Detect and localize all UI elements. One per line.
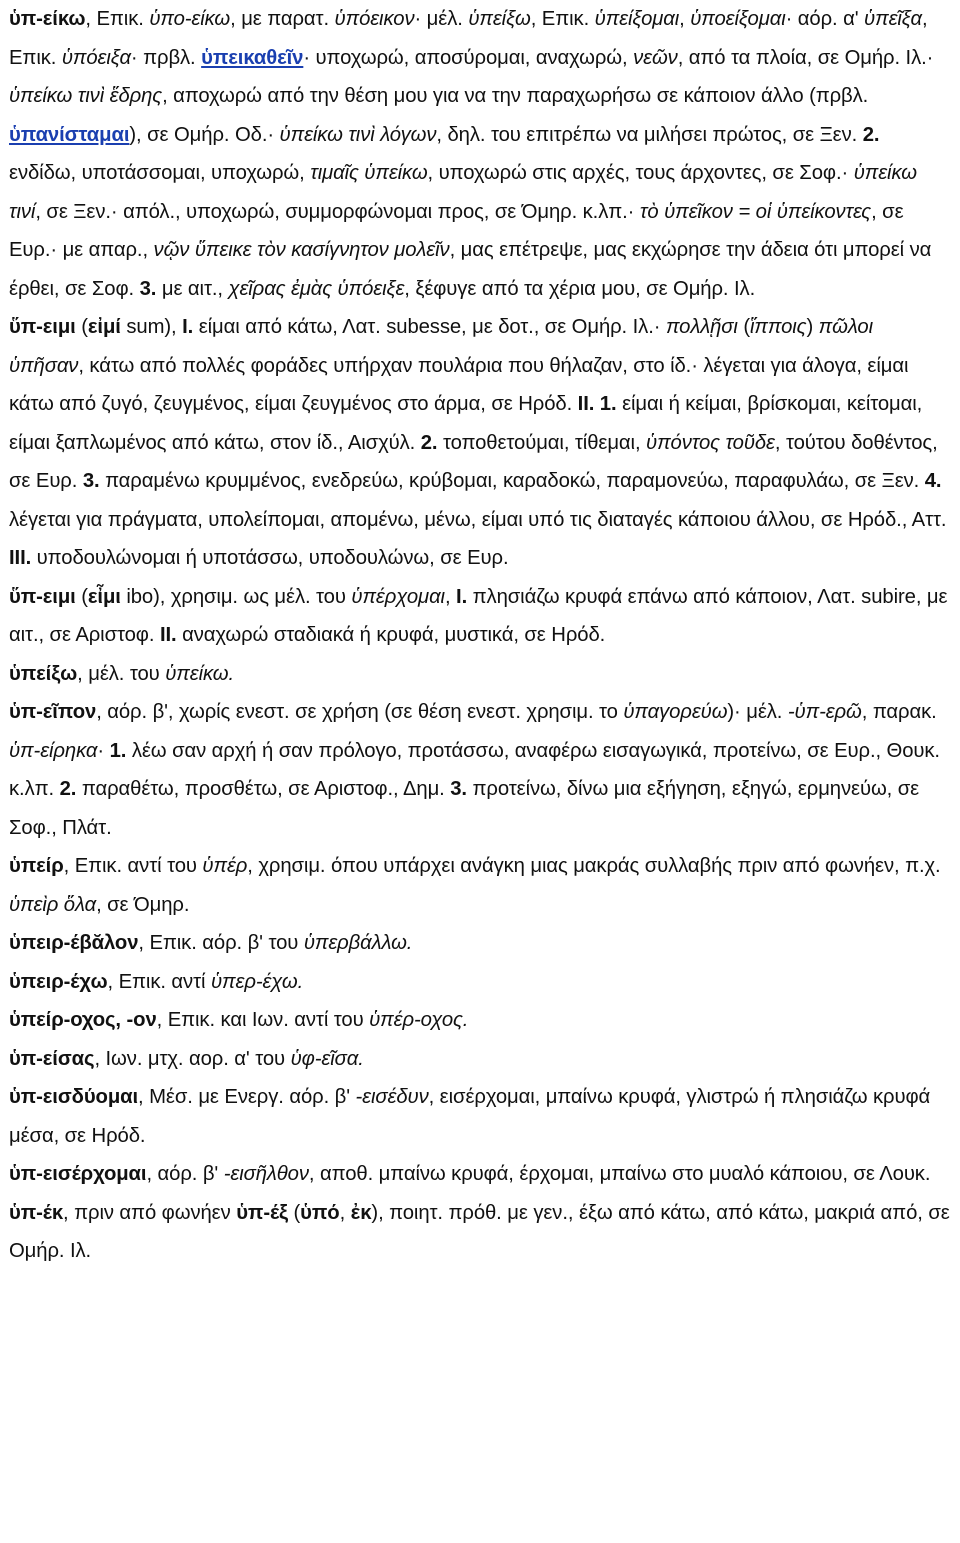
entry-text: παραμένω κρυμμένος, ενεδρεύω, κρύβομαι, καραδοκώ, παραμονεύω, παραφυλάω, σε Ξεν.	[99, 470, 925, 492]
entry-italic-text: ὑπείκω τινί	[9, 162, 917, 223]
entry-italic-text: χεῖρας ἐμὰς ὑπόειξε	[228, 277, 405, 300]
entry-text: ,	[679, 8, 691, 30]
entry-bold-text: 1.	[109, 739, 127, 762]
entry-bold-text: 3.	[139, 277, 157, 300]
entry-text: είμαι ή κείμαι, βρίσκομαι, κείτομαι, είμαι ξαπλωμένος από κάτω, στον ίδ., Αισχύλ.	[9, 393, 923, 454]
entry-headword: ὑπ-εῖπον	[9, 701, 97, 723]
entry-italic-text: ὑπείξομαι	[594, 8, 680, 30]
entry-text: , τούτου δοθέντος, σε Ευρ.	[9, 431, 938, 492]
entry-italic-text: ὑπέρ-οχος.	[369, 1009, 469, 1031]
entry-italic-text: ὑπεῖξα	[864, 8, 922, 30]
entry-headword: ὕπ-ειμι	[9, 585, 76, 608]
entry-text: , σε Ξεν.· απόλ., υποχωρώ, συμμορφώνομαι προς, σε Όμηρ. κ.λπ.·	[35, 200, 640, 223]
entry-italic-text: ὑπερβάλλω.	[303, 932, 413, 954]
entry-headword: ὑπειρ-έβᾰλον	[9, 932, 139, 954]
entry-bold-text: ἐκ	[350, 1201, 372, 1224]
entry-text: , υποχωρώ στις αρχές, τους άρχοντες, σε Σοφ.·	[427, 162, 854, 184]
entry-text: )· μέλ.	[727, 701, 788, 723]
entry-headword: ὕπ-ειμι	[9, 316, 76, 338]
entry-italic-text: ὑποείξομαι	[690, 8, 786, 30]
dictionary-entry	[9, 693, 950, 847]
entry-headword: ὑπ-είκω	[9, 8, 86, 30]
entry-text: λέω σαν αρχή ή σαν πρόλογο, προτάσσω, αναφέρω εισαγωγικά, προτείνω, σε Ευρ., Θουκ. κ.λπ.	[9, 739, 940, 800]
entry-text: · μέλ.	[414, 8, 469, 30]
entry-bold-text: εἰμί	[87, 316, 121, 338]
entry-italic-text: νεῶν	[633, 46, 678, 69]
entry-text: ·	[97, 739, 110, 762]
entry-text: , Ιων. μτχ. αορ. αʹ του	[94, 1047, 291, 1070]
entry-headword: ὑπείξω	[9, 662, 78, 685]
entry-italic-text: νῷν ὕπεικε τὸν κασίγνητον μολεῖν	[153, 239, 450, 261]
entry-bold-text: I.	[182, 316, 194, 338]
entry-italic-text: ὑπόειξα	[61, 46, 131, 69]
entry-text: υποδουλώνομαι ή υποτάσσω, υποδουλώνω, σε Ευρ.	[31, 547, 509, 569]
entry-text: , Επικ.	[85, 8, 150, 30]
entry-bold-text: 2.	[862, 123, 880, 146]
entry-text: , σε Όμηρ.	[96, 893, 190, 916]
entry-text: (	[287, 1201, 301, 1224]
entry-headword: ὑπ-έκ	[9, 1201, 64, 1224]
entry-text: , αποθ. μπαίνω κρυφά, έρχομαι, μπαίνω στο μυαλό κάποιου, σε Λουκ.	[308, 1163, 931, 1185]
entry-italic-text: ὑπείκω τινὶ ἕδρης	[9, 85, 163, 107]
entry-text: , παρακ.	[861, 701, 937, 723]
dictionary-entry	[9, 655, 950, 694]
entry-text: (	[75, 585, 88, 608]
entry-italic-text: ὑπέρχομαι	[351, 585, 445, 608]
entry-text: , Επικ. και Ιων. αντί του	[156, 1009, 370, 1031]
entry-text: ), σε Ομήρ. Οδ.·	[129, 123, 280, 146]
entry-italic-text: ὑφ-εῖσα.	[290, 1047, 364, 1070]
entry-bold-text: 2.	[420, 431, 438, 454]
entry-bold-text: 2.	[59, 778, 77, 800]
entry-italic-text: ὑπείξω	[468, 8, 531, 30]
entry-text: (	[75, 316, 88, 338]
entry-bold-text: I.	[456, 585, 468, 608]
entry-italic-text: ὑπόντος τοῦδε	[646, 431, 775, 454]
entry-italic-text: -εισῆλθον	[223, 1163, 309, 1185]
entry-headword: ὑπ-είσας	[9, 1047, 95, 1070]
entry-text: , Μέσ. με Ενεργ. αόρ. βʹ	[138, 1086, 356, 1108]
entry-italic-text: ὑπείκω τινὶ λόγων	[279, 123, 437, 146]
entry-text: λέγεται για πράγματα, υπολείπομαι, απομένω, μένω, είμαι υπό τις διαταγές κάποιου άλλου, σε Ηρόδ., Αττ.	[9, 508, 947, 531]
dictionary-entry	[9, 924, 950, 963]
entry-text: , Επικ.	[9, 8, 928, 69]
entry-text: ,	[444, 585, 457, 608]
entry-text: , ξέφυγε από τα χέρια μου, σε Ομήρ. Ιλ.	[404, 277, 756, 300]
entry-text: , μέλ. του	[77, 662, 166, 685]
entry-text: , από τα πλοία, σε Ομήρ. Ιλ.·	[677, 46, 934, 69]
entry-text: , κάτω από πολλές φοράδες υπήρχαν πουλάρια που θήλαζαν, στο ίδ.· λέγεται για άλογα, είμαι κάτω από ζυγό, ζευγμένος, είμαι ζευγμένος στο άρμα, σε Ηρόδ.	[9, 354, 909, 415]
entry-text: · πρβλ.	[130, 46, 202, 69]
entry-bold-text: 3.	[450, 778, 467, 800]
entry-text: , Επικ. αντί	[107, 970, 211, 993]
dictionary-entry	[9, 963, 950, 1002]
entry-text: , αποχωρώ από την θέση μου για να την παραχωρήσω σε κάποιον άλλο (πρβλ.	[162, 85, 869, 107]
dictionary-entry	[9, 1078, 950, 1155]
dictionary-entry	[9, 578, 950, 655]
entry-text: προτείνω, δίνω μια εξήγηση, εξηγώ, ερμηνεύω, σε Σοφ., Πλάτ.	[9, 778, 920, 839]
entry-italic-text: ὑπείκω.	[165, 662, 234, 685]
entry-text: sum),	[120, 316, 183, 338]
entry-text: είμαι από κάτω, Λατ. subesse, με δοτ., σε Ομήρ. Ιλ.·	[193, 316, 666, 338]
entry-text: με αιτ.,	[156, 277, 229, 300]
entry-italic-text: ὑπέρ	[202, 855, 248, 877]
entry-italic-text: -ὑπ-ερῶ	[787, 701, 862, 723]
entry-text: ενδίδω, υποτάσσομαι, υποχωρώ,	[9, 162, 311, 184]
entry-bold-text: II.	[159, 624, 177, 646]
dictionary-entry	[9, 1155, 950, 1194]
entry-italic-text: πῶλοι ὑπῆσαν	[9, 316, 874, 377]
entry-italic-text: ὑπο-είκω	[149, 8, 231, 30]
dictionary-entry	[9, 1001, 950, 1040]
entry-italic-text: -εισέδυν	[355, 1086, 429, 1108]
entry-italic-text: τιμαῖς ὑπείκω	[310, 162, 428, 184]
entry-bold-text: εἶμι	[87, 585, 121, 608]
entry-bold-text: 4.	[924, 470, 942, 492]
entry-headword: ὑπειρ-έχω	[9, 970, 108, 993]
entry-text: )	[806, 316, 819, 338]
entry-text: · υποχωρώ, αποσύρομαι, αναχωρώ,	[303, 46, 634, 69]
cross-reference-link[interactable]: ὑπανίσταμαι	[9, 123, 130, 146]
entry-text: ,	[339, 1201, 351, 1224]
entry-text: αναχωρώ σταδιακά ή κρυφά, μυστικά, σε Ηρόδ.	[176, 624, 606, 646]
entry-italic-text: τὸ ὑπεῖκον = οἱ ὑπείκοντες	[639, 200, 872, 223]
entry-italic-text: ἵπποις	[749, 316, 807, 338]
entry-italic-text: ὑπερ-έχω.	[210, 970, 304, 993]
entry-text: , μας επέτρεψε, μας εκχώρησε την άδεια ότι μπορεί να έρθει, σε Σοφ.	[9, 239, 932, 300]
entry-text: (	[737, 316, 750, 338]
dictionary-entry	[9, 0, 950, 308]
entry-italic-text: ὑπαγορεύω	[623, 701, 728, 723]
entry-text: παραθέτω, προσθέτω, σε Αριστοφ., Δημ.	[76, 778, 451, 800]
dictionary-entry	[9, 1040, 950, 1079]
entry-text: , σε Ευρ.· με απαρ.,	[9, 200, 904, 261]
entry-text: πλησιάζω κρυφά επάνω από κάποιον, Λατ. subire, με αιτ., σε Αριστοφ.	[9, 585, 948, 646]
entry-text: , πριν από φωνήεν	[63, 1201, 237, 1224]
entry-bold-text: ὑπ-έξ	[236, 1201, 288, 1224]
entry-italic-text: πολλῇσι	[665, 316, 738, 338]
entry-headword: ὑπ-εισέρχομαι	[9, 1163, 147, 1185]
entry-bold-text: ὑπό	[300, 1201, 340, 1224]
dictionary-entry	[9, 1194, 950, 1271]
entry-text: , εισέρχομαι, μπαίνω κρυφά, γλιστρώ ή πλησιάζω κρυφά μέσα, σε Ηρόδ.	[9, 1086, 931, 1147]
entry-text: ), ποιητ. πρόθ. με γεν., έξω από κάτω, από κάτω, μακριά από, σε Ομήρ. Ιλ.	[9, 1201, 950, 1262]
entry-text: , δηλ. του επιτρέπω να μιλήσει πρώτος, σε Ξεν.	[436, 123, 863, 146]
entry-bold-text: 3.	[82, 470, 100, 492]
dictionary-entry	[9, 847, 950, 924]
entry-bold-text: III.	[9, 547, 32, 569]
cross-reference-link[interactable]: ὑπεικαθεῖν	[201, 46, 304, 69]
entry-italic-text: ὑπόεικον	[334, 8, 415, 30]
entry-text: · αόρ. αʹ	[785, 8, 865, 30]
entry-text: , με παρατ.	[230, 8, 335, 30]
entry-text: ibo), χρησιμ. ως μέλ. του	[120, 585, 352, 608]
entry-text: , αόρ. βʹ	[146, 1163, 224, 1185]
entry-italic-text: ὑπεὶρ ὅλα	[9, 893, 97, 916]
entry-text: τοποθετούμαι, τίθεμαι,	[437, 431, 647, 454]
entry-headword: ὑπείρ	[9, 855, 64, 877]
entry-headword: ὑπείρ-οχος, -ον	[9, 1009, 157, 1031]
entry-italic-text: ὑπ-είρηκα	[9, 739, 98, 762]
entry-text: , χρησιμ. όπου υπάρχει ανάγκη μιας μακράς συλλαβής πριν από φωνήεν, π.χ.	[247, 855, 941, 877]
entry-text: , αόρ. βʹ, χωρίς ενεστ. σε χρήση (σε θέση ενεστ. χρησιμ. το	[96, 701, 624, 723]
entry-bold-text: II. 1.	[577, 393, 617, 415]
entry-headword: ὑπ-εισδύομαι	[9, 1086, 139, 1108]
entry-text: , Επικ.	[530, 8, 595, 30]
entry-text: , Επικ. αντί του	[63, 855, 203, 877]
entry-text: , Επικ. αόρ. βʹ του	[138, 932, 304, 954]
dictionary-entry	[9, 308, 950, 578]
